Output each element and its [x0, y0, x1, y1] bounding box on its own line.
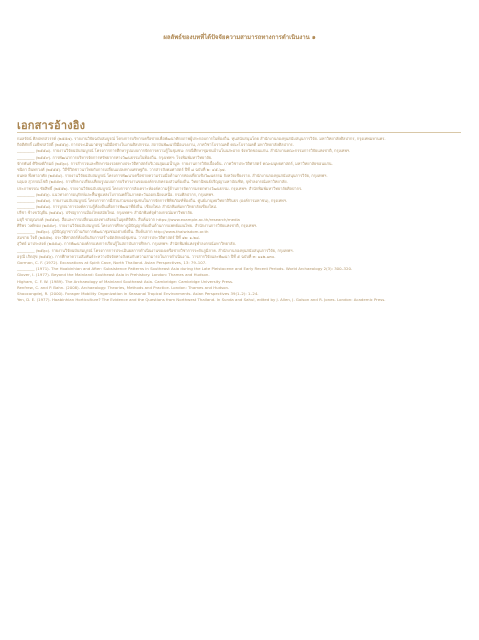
reference-entry: Gorman, C. F. (1972). Excavations at Spirit Cave, North Thailand. Asian Perspectives, 13: 79–107. — [17, 260, 207, 266]
reference-entry: _________ (๒๕๕๘). รายงานวิจัยฉบับสมบูรณ์ โครงการการศึกษารูปแบบการจัดการความรู้ในชุมชน: กรณีศึกษาชุมชนบ้านโนนสะอาด จังหวัดขอนแก่น. สำนักงานคณะกรรมการวิจัยแห่งชาติ, กรุงเทพฯ. — [17, 148, 351, 154]
reference-entry: Yen, D. E. (1977). Hoabinhian Horticulture? The Evidence and the Questions from Northwest Thailand. In Sunda and Sahul, edited by J. Allen, J. Golson and R. Jones. London: Academic Press. — [17, 297, 386, 303]
reference-entry: ประภาพรรณ ชัยสิทธิ์ (๒๕๕๒). รายงานวิจัยฉบับสมบูรณ์ โครงการการสังเคราะห์องค์ความรู้ด้านการจัดการมรดกทางวัฒนธรรม. กรุงเทพฯ: สำนักพิมพ์มหาวิทยาลัยศิลปากร. — [17, 185, 303, 191]
reference-entry: ธนพล พึ่งพาอาศัย (๒๕๕๔). รายงานวิจัยฉบับสมบูรณ์ โครงการพัฒนาเครือข่ายความร่วมมือด้านการท่องเที่ยวเชิงวัฒนธรรม จังหวัดเชียงราย. สำนักงานกองทุนสนับสนุนการวิจัย, กรุงเทพฯ. — [17, 173, 328, 179]
reference-entry: _________ (๒๕๖๐). รายงานวิจัยฉบับสมบูรณ์ โครงการการประเมินผลการดำเนินงานของเครือข่ายวิชาการระดับภูมิภาค. สำนักงานกองทุนสนับสนุนการวิจัย, กรุงเทพฯ. — [17, 247, 294, 253]
reference-entry: _________ (๒๕๖๐). ภูมิปัญญาชาวบ้านกับการพัฒนาชุมชนอย่างยั่งยืน. สืบค้นจาก http://www.thaiwisdom.or.th — [17, 229, 209, 235]
reference-entry: _________ (1971). The Hoabinhian and After: Subsistence Patterns in Southeast Asia during the Late Pleistocene and Early Recent Periods. World Archaeology 2(3): 300–320. — [17, 266, 353, 272]
reference-entry: มยุรี ชาญณรงค์ (๒๕๕๗). สื่อและการเปลี่ยนแปลงทางสังคมในยุคดิจิทัล. สืบค้นจาก https://www.example.ac.th/research/media — [17, 216, 240, 222]
section-title: เอกสารอ้างอิง — [17, 119, 86, 132]
reference-entry: จักรพันธ์ ศิริพงศ์ภิรมย์ (๒๕๖๐). การสำรวจและศึกษาร่องรอยทางประวัติศาสตร์บริเวณลุ่มแม่น้ำมูล: รายงานการวิจัยเบื้องต้น. ภาควิชาประวัติศาสตร์ คณะมนุษยศาสตร์, มหาวิทยาลัยขอนแก่น. — [17, 160, 333, 166]
page-header: ผลลัพธ์ของบทที่ได้ปัจจัยความสามารถทางการดำเนินงาน ๑ — [163, 34, 316, 41]
reference-entry: นฤมล สุวรรณโชติ (๒๕๕๓). การศึกษาเปรียบเทียบรูปแบบการบริหารงานขององค์กรปกครองส่วนท้องถิ่น. วิทยานิพนธ์ปริญญามหาบัณฑิต, จุฬาลงกรณ์มหาวิทยาลัย. — [17, 179, 288, 185]
reference-entry: _________ (๒๕๕๗). รายงานฉบับสมบูรณ์ โครงการการมีส่วนร่วมของชุมชนในการจัดการพิพิธภัณฑ์ท้องถิ่น. ศูนย์มานุษยวิทยาสิรินธร (องค์การมหาชน), กรุงเทพฯ. — [17, 198, 288, 204]
reference-entry: Glover, I. (1977). Beyond the Mainland: Southeast Asia in Prehistory. London: Thames and Hudson. — [17, 272, 210, 278]
reference-entry: สุวิทย์ มาประสงค์ (๒๕๕๘). การพัฒนาองค์กรแห่งการเรียนรู้ในสถาบันการศึกษา. กรุงเทพฯ: สำนักพิมพ์แห่งจุฬาลงกรณ์มหาวิทยาลัย. — [17, 241, 236, 247]
reference-entry: อรุณี เกิดสุข (๒๕๕๖). การศึกษาความสัมพันธ์ระหว่างปัจจัยทางสังคมกับความสามารถในการดำเนินงาน. วารสารวิจัยและพัฒนา ปีที่ ๕ ฉบับที่ ๓: ๑๑๒-๑๓๐. — [17, 253, 276, 259]
reference-entry: Renfrew, C. and P. Bahn. (2008). Archaeology: Theories, Methods and Practice. London: Thames and Hudson. — [17, 284, 230, 290]
reference-entry: ปรีชา ช้างขวัญยืน (๒๕๕๔). ปรัชญาการเมืองไทยสมัยใหม่. กรุงเทพฯ: สำนักพิมพ์จุฬาลงกรณ์มหาวิทยาลัย. — [17, 210, 194, 216]
reference-entry: _________ (๒๕๕๘). การบูรณาการองค์ความรู้ท้องถิ่นเพื่อการพัฒนาที่ยั่งยืน. เชียงใหม่: สำนักพิมพ์มหาวิทยาลัยเชียงใหม่. — [17, 204, 218, 210]
reference-list — [17, 136, 463, 303]
reference-entry: Higham, C. F. W. (1989). The Archaeology of Mainland Southeast Asia. Cambridge: Cambridge University Press. — [17, 278, 234, 284]
reference-entry: ชนิดา อินทรวงศ์ (๒๕๕๕). วิถีชีวิตชาวนาไทยกับการเปลี่ยนแปลงทางเศรษฐกิจ. วารสารสังคมศาสตร์ ปีที่ ๘ ฉบับที่ ๒: ๔๕-๖๗. — [17, 167, 226, 173]
reference-entry: Shoocongdej, R. (2000). Forager Mobility Organization in Seasonal Tropical Environments. Asian Perspectives 39(1–2): 1–24. — [17, 291, 259, 297]
reference-entry: _________ (๒๕๕๖). แนวทางการอนุรักษ์และฟื้นฟูแหล่งโบราณคดีในภาคตะวันออกเฉียงเหนือ. กรมศิลปากร, กรุงเทพฯ. — [17, 191, 215, 197]
reference-entry: สมชาย ใจดี (๒๕๕๒). ประวัติศาสตร์ท้องถิ่นกับการสร้างอัตลักษณ์ชุมชน. วารสารประวัติศาสตร์ ปีที่ ๑๒: ๑-๒๔. — [17, 235, 201, 241]
reference-entry: ศิริพร วงศ์ทอง (๒๕๕๙). รายงานวิจัยฉบับสมบูรณ์ โครงการศึกษาภูมิปัญญาท้องถิ่นด้านการแพทย์แผนไทย. สำนักงานการวิจัยแห่งชาติ, กรุงเทพฯ. — [17, 222, 258, 228]
reference-entry: กิตติศักดิ์ เมธีพรสวัสดิ์ (๒๕๕๖). การประเมินมาตรฐานฝีมือช่างในงานศิลปกรรม. สถาบันพัฒนาฝีมือแรงงาน, ภาควิชาโบราณคดี คณะโบราณคดี มหาวิทยาลัยศิลปากร. — [17, 142, 294, 148]
section-divider — [17, 132, 461, 133]
reference-entry: _________ (๒๕๕๙). การพัฒนาการบริหารจัดการทรัพยากรทางวัฒนธรรมในท้องถิ่น. กรุงเทพฯ: โรงพิมพ์มหาวิทยาลัย. — [17, 154, 213, 160]
reference-entry: กมลรัตน์ ศิลปพรสวรรค์ (๒๕๕๗). รายงานวิจัยฉบับสมบูรณ์ โครงการบริหารเครือข่ายเพื่อพัฒนาศักยภาพผู้ประกอบการในท้องถิ่น. ทุนสนับสนุนโดย สำนักงานกองทุนสนับสนุนการวิจัย. มหาวิทยาลัยศิลปากร, กรุงเทพมหานคร. — [17, 136, 386, 141]
